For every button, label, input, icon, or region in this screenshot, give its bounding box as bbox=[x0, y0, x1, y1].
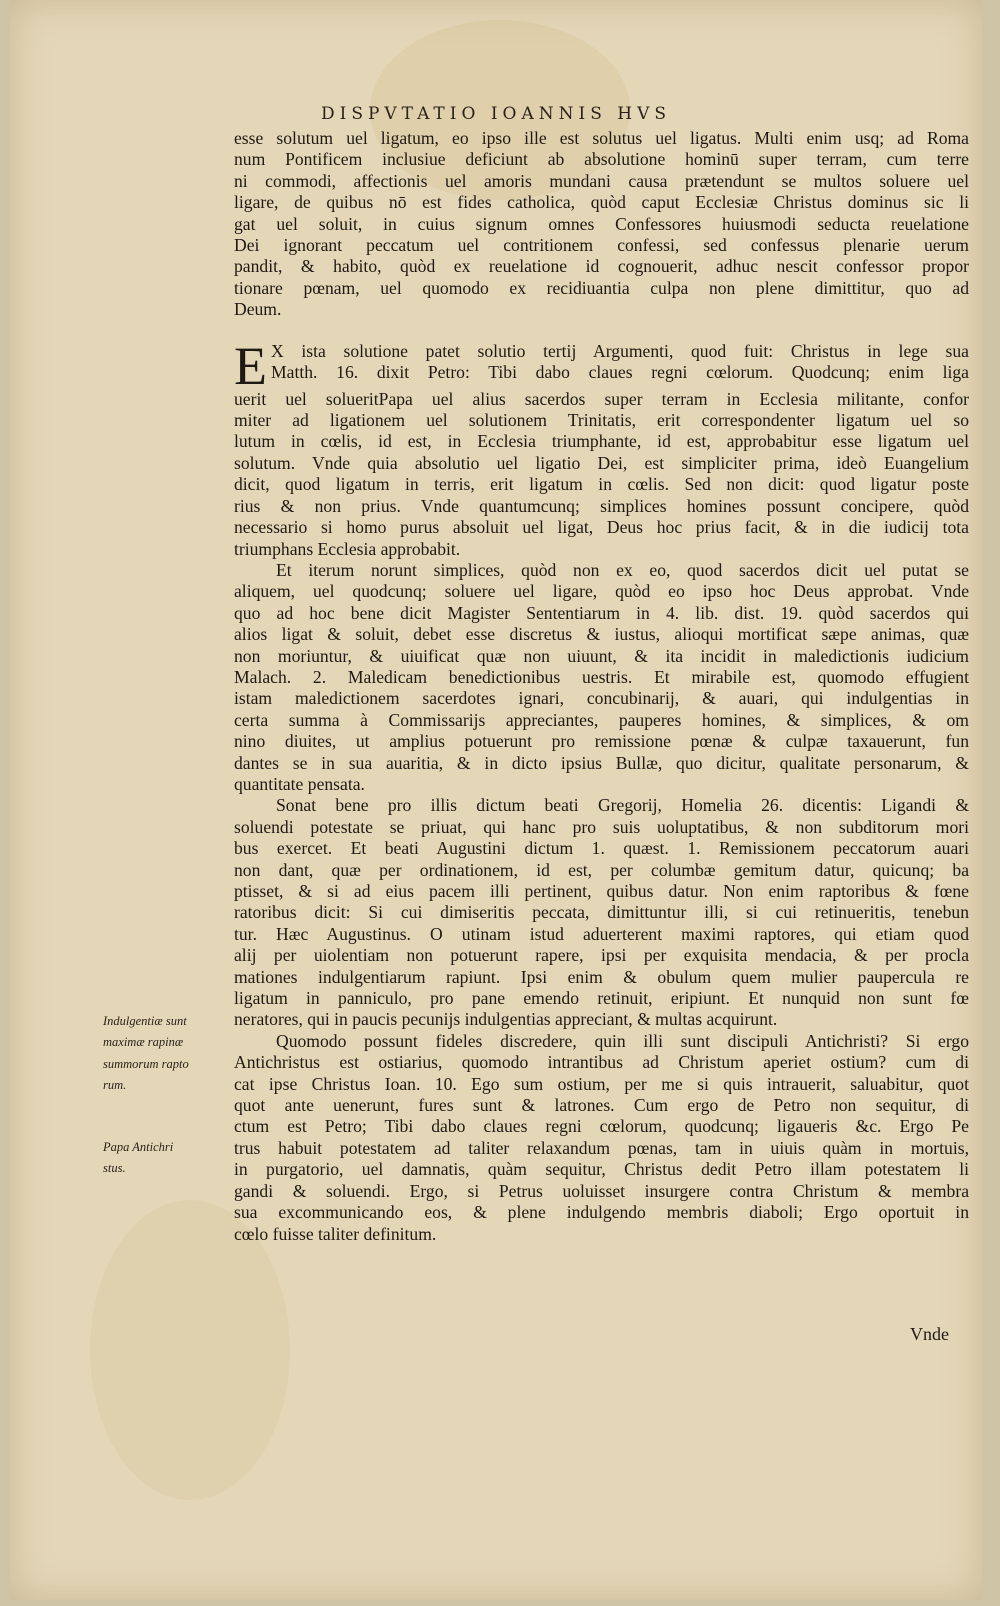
book-page bbox=[10, 0, 982, 1600]
running-title: DISPVTATIO IOANNIS HVS bbox=[320, 104, 672, 124]
text-line: esse solutum uel ligatum, eo ipso ille est solutus uel ligatus. Multi enim usq; ad Roma bbox=[234, 128, 969, 148]
text-line: solutum. Vnde quia absolutio uel ligatio Dei, est simpliciter prima, ideò Euangelium bbox=[234, 452, 969, 473]
text-line: alios ligat & soluit, debet esse discretus & iustus, alioqui mortificat sæpe animas, quæ bbox=[234, 624, 969, 645]
paragraph bbox=[234, 128, 969, 321]
text-line: Deum. bbox=[234, 299, 282, 320]
text-line: lutum in cœlis, id est, in Ecclesia triumphante, id est, approbabitur esse ligatum uel bbox=[234, 431, 969, 452]
paragraph bbox=[234, 1031, 969, 1245]
drop-cap: E bbox=[234, 335, 267, 396]
text-line: mationes indulgentiarum rapiunt. Ipsi enim & obulum quem mulier paupercula re bbox=[234, 966, 969, 987]
text-line: alij per uiolentiam non potuerunt rapere, ipsi per exquisita mendacia, & per procla bbox=[234, 945, 969, 966]
text-line: ptisset, & si ad eius pacem illi pertinent, quibus datur. Non enim raptoribus & fœne bbox=[234, 881, 969, 901]
text-line: Sonat bene pro illis dictum beati Gregorij, Homelia 26. dicentis: Ligandi & bbox=[276, 795, 969, 816]
margin-note bbox=[103, 1137, 231, 1180]
text-line: tionare pœnam, uel quomodo ex recidiuantia culpa non plene dimittitur, quo ad bbox=[234, 277, 969, 298]
catchword: Vnde bbox=[910, 1324, 949, 1344]
text-line: rius & non prius. Vnde quantumcunq; simplices homines possunt concipere, quòd bbox=[234, 495, 969, 516]
margin-note-line: summorum rapto bbox=[103, 1056, 189, 1071]
text-line: quo ad hoc bene dicit Magister Sententiarum in 4. lib. dist. 19. quòd sacerdos qui bbox=[234, 602, 969, 623]
text-line: neratores, qui in paucis pecunijs indulgentias appreciant, & multas acquirunt. bbox=[234, 1009, 778, 1030]
text-line: in purgatorio, uel damnatis, quàm sequitur, Christus dedit Petro illam potestatem li bbox=[234, 1159, 969, 1180]
text-line: Dei ignorant peccatum uel contritionem confessi, sed confessus plenarie uerum bbox=[234, 235, 969, 256]
margin-note bbox=[103, 1011, 231, 1097]
text-line: num Pontificem inclusiue deficiunt ab absolutione hominū super terram, cum terre bbox=[234, 149, 969, 170]
text-line: dantes se in sua auaritia, & in dicto ipsius Bullæ, quo dicitur, qualitate personarum, & bbox=[234, 752, 969, 773]
margin-note-line: stus. bbox=[103, 1161, 126, 1176]
text-line: Quomodo possunt fideles discredere, quin illi sunt discipuli Antichristi? Si ergo bbox=[276, 1030, 969, 1051]
text-line: quantitate pensata. bbox=[234, 773, 365, 794]
text-line: ni commodi, affectionis uel amoris mundani causa prætendunt se multos soluere uel bbox=[234, 170, 969, 191]
text-line: pandit, & habito, quòd ex reuelatione id cognouerit, adhuc nescit confessor propor bbox=[234, 256, 969, 277]
margin-note-line: rum. bbox=[103, 1078, 127, 1093]
paper-stain bbox=[90, 1200, 290, 1500]
margin-note-line: Papa Antichri bbox=[103, 1140, 174, 1154]
text-line: dicit, quod ligatum in terris, erit ligatum in cœlis. Sed non dicit: quod ligatur poste bbox=[234, 474, 969, 495]
text-line: ratoribus dicit: Si cui dimiseritis peccata, dimittuntur illi, si cui retinueritis, tenebun bbox=[234, 902, 969, 923]
text-line: necessario si homo purus absoluit uel ligat, Deus hoc prius facit, & in die iudicij tota bbox=[234, 517, 969, 538]
text-line: ligare, de quibus nō est fides catholica, quòd caput Ecclesiæ Christus dominus sic li bbox=[234, 192, 969, 213]
text-line: nino diuites, ut amplius potuerunt pro remissione pœnæ & culpæ taxauerunt, fun bbox=[234, 731, 969, 752]
text-line: bus exercet. Et beati Augustini dictum 1. quæst. 1. Remissionem peccatorum auari bbox=[234, 838, 969, 859]
text-line: cat ipse Christus Ioan. 10. Ego sum ostium, per me si quis intrauerit, saluabitur, quot bbox=[234, 1073, 969, 1094]
text-line: ctum est Petro; Tibi dabo claues regni cœlorum, quodcunq; ligaueris &c. Ergo Pe bbox=[234, 1116, 969, 1137]
text-line: Malach. 2. Maledicam benedictionibus uestris. Et mirabile est, quomodo effugient bbox=[234, 666, 969, 687]
text-line: aliquem, uel quodcunq; soluere uel ligare, quòd eo ipso hoc Deus approbat. Vnde bbox=[234, 581, 969, 602]
text-line: X ista solutione patet solutio tertij Argumenti, quod fuit: Christus in lege sua bbox=[271, 340, 969, 361]
text-line: sua excommunicando eos, & plene indulgendo membris diaboli; Ergo oportuit in bbox=[234, 1202, 969, 1223]
text-line: trus habuit potestatem ad taliter relaxandum pœnas, tam in uiuis quàm in mortuis, bbox=[234, 1137, 969, 1158]
paragraph bbox=[234, 795, 969, 1030]
margin-note-line: maximæ rapinæ bbox=[103, 1035, 184, 1050]
text-line: Matth. 16. dixit Petro: Tibi dabo claues regni cœlorum. Quodcunq; enim liga bbox=[271, 362, 969, 383]
text-line: miter ad ligationem uel solutionem Trinitatis, erit correspondenter ligatum uel so bbox=[234, 410, 969, 431]
margin-note-line: Indulgentiæ sunt bbox=[103, 1014, 187, 1028]
text-line: non dant, quæ per ordinationem, id est, per columbæ gemitum datur, quicunq; ba bbox=[234, 859, 969, 880]
text-line: istam maledictionem sacerdotes ignari, concubinarij, & auari, qui indulgentias in bbox=[234, 688, 969, 709]
text-line: gat uel soluit, in cuius signum omnes Confessores huiusmodi seducta reuelatione bbox=[234, 213, 969, 234]
text-line: Et iterum norunt simplices, quòd non ex eo, quod sacerdos dicit uel putat se bbox=[276, 559, 969, 580]
text-line: soluendi potestate se priuat, qui hanc pro suis uoluptatibus, & non subditorum mori bbox=[234, 816, 969, 837]
text-line: ligatum in panniculo, pro pane emendo retinuit, eripiunt. Et nunquid non sunt fœ bbox=[234, 988, 969, 1009]
text-line: non moriuntur, & uiuificat quæ non uiuunt, & ita incidit in maledictionis iudicium bbox=[234, 645, 969, 666]
text-line: tur. Hæc Augustinus. O utinam istud aduerterent maximi raptores, qui etiam quod bbox=[234, 923, 969, 944]
paragraph bbox=[234, 560, 969, 795]
text-line: Antichristus est ostiarius, quomodo intrantibus ad Christum aperiet ostium? cum di bbox=[234, 1052, 969, 1073]
text-line: cœlo fuisse taliter definitum. bbox=[234, 1223, 437, 1244]
main-text bbox=[234, 128, 969, 1245]
text-line: gandi & soluendi. Ergo, si Petrus uoluisset insurgere contra Christum & membra bbox=[234, 1180, 969, 1201]
text-line: certa summa à Commissarijs appreciantes, pauperes homines, & simplices, & om bbox=[234, 709, 969, 730]
paragraph bbox=[234, 335, 969, 560]
text-line: quot ante uenerunt, fures sunt & latrones. Cum ergo de Petro non sequitur, di bbox=[234, 1095, 969, 1116]
text-line: uerit uel solueritPapa uel alius sacerdos super terram in Ecclesia militante, confor bbox=[234, 388, 969, 409]
text-line: triumphans Ecclesia approbabit. bbox=[234, 538, 461, 559]
